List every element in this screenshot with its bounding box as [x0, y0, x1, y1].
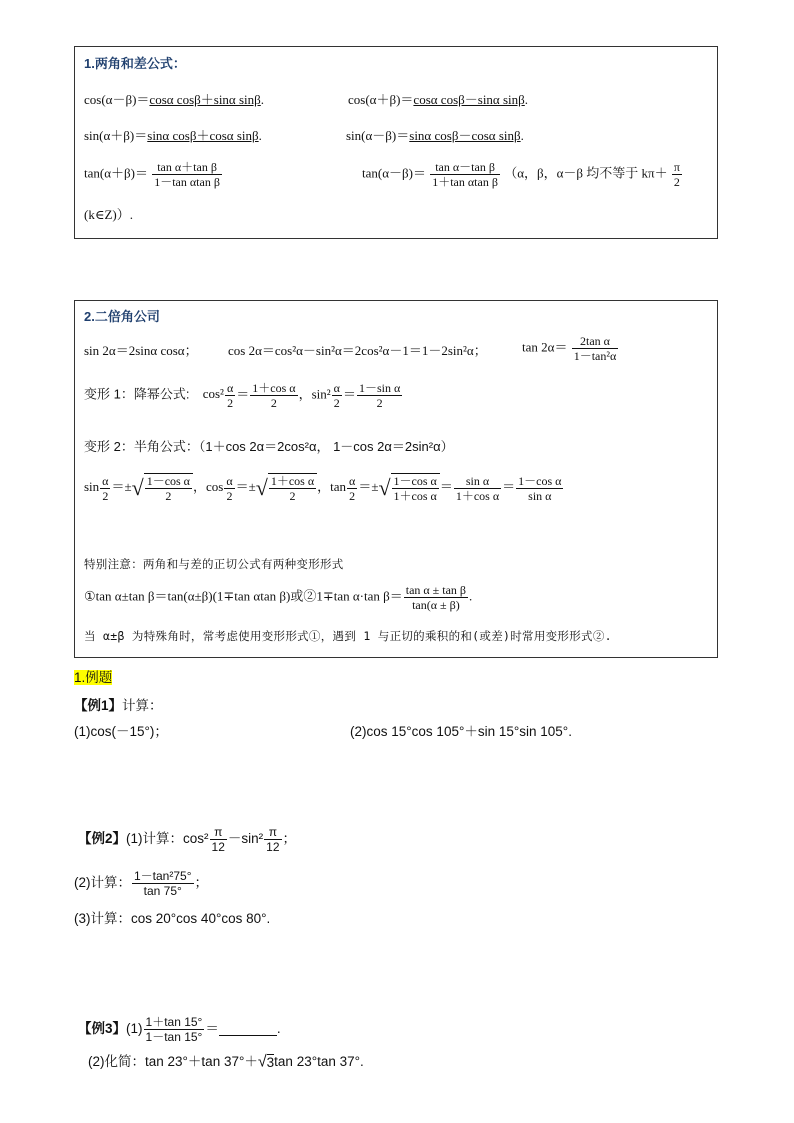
double-angle-formula-box [74, 300, 718, 658]
example-2-part-3: (3)计算：cos 20°cos 40°cos 80°. [74, 911, 271, 926]
tan-plus-fraction: $\frac{\text{tan α＋tan β}}{\text{1－tan αtan β}}$ [154, 160, 220, 189]
example-2-part-2: (2)计算： $\frac{\text{1－tan²75°}}{\tan 75^\circ}$ ； [74, 869, 208, 898]
tan-plus-formula: tan(α＋β)＝ $\frac{\text{tan α＋tan β}}{\text{1－tan αtan β}}$ [84, 160, 220, 189]
example-3-part-2: (2)化简：tan 23°＋tan 37°＋√3tan 23°tan 37°. [88, 1053, 364, 1071]
example-1-title: 【例1】计算： [74, 698, 163, 713]
example-3-part-1: 【例3】(1) $\frac{1+\tan 15^\circ}{1-\tan 15^\circ}$ ＝ . [78, 1015, 281, 1044]
box2-heading: 2.二倍角公司 [84, 309, 160, 324]
tan-double-angle: tan 2α＝ $\frac{\text{2tan α}}{\text{1－tan²α}}$ [522, 334, 617, 363]
half-angle-intro: 变形 2：半角公式：（1＋cos 2α＝2cos²α， 1－cos 2α＝2sin²α） [84, 439, 454, 454]
tan-minus-fraction: $\frac{\text{tan α－tan β}}{\text{1＋tan αtan β}}$ [432, 160, 498, 189]
sin-plus-formula: sin(α＋β)＝sinα cosβ＋cosα sinβ. [84, 128, 262, 143]
tan-condition-end: (k∈Z)）. [84, 207, 133, 222]
box1-heading: 1.两角和差公式： [84, 56, 186, 71]
example-1-part-1: (1)cos(－15°)； [74, 724, 168, 739]
tan-minus-formula: tan(α－β)＝ $\frac{\text{tan α－tan β}}{\text{1＋tan αtan β}}$ （α，β，α－β 均不等于 kπ＋ $\frac{\pi}{2}$ [362, 160, 680, 189]
power-reduction-formula: 变形 1：降幂公式: cos² $\frac{\alpha}{2}$ ＝ $\frac{\text{1＋cos α}}{2}$ ，sin² $\frac{\alpha}{2}$ ＝ $\frac{\text{1－sin α}}{2}$ [84, 381, 401, 410]
pi-over-two: $\frac{\pi}{2}$ [673, 160, 680, 189]
section-heading: 1.例题 [74, 670, 113, 685]
example-1-part-2: (2)cos 15°cos 105°＋sin 15°sin 105°. [350, 724, 572, 739]
cos-double-angle: cos 2α＝cos²α－sin²α＝2cos²α－1＝1－2sin²α； [228, 343, 487, 358]
example-2-part-1: 【例2】(1)计算：cos² $\frac{\pi}{12}$ －sin² $\frac{\pi}{12}$ ； [78, 825, 297, 854]
special-note: 特别注意：两角和与差的正切公式有两种变形形式 [84, 557, 344, 571]
half-angle-formulas: sin $\frac{\alpha}{2}$ ＝±√ $\frac{\text{1－cos α}}{2}$ ，cos $\frac{\alpha}{2}$ ＝±√ $\frac{\text{1＋cos α}}{2}$ ，tan $\frac{\alpha}{2}$ ＝±√ $\frac{\text{1－cos α}}{\text{1＋cos α}}$ ＝ $\frac{\text{sin α}}{\text{1＋cos α}}$ ＝ $\frac{\text{1－cos α}}{\text{sin α}}$ [84, 473, 562, 503]
sin-minus-formula: sin(α－β)＝sinα cosβ－cosα sinβ. [346, 128, 524, 143]
cos-plus-formula: cos(α＋β)＝cosα cosβ－sinα sinβ. [348, 92, 529, 107]
tan-variant-forms: ①tan α±tan β＝tan(α±β)(1∓tan αtan β)或②1∓tan α·tan β＝ $\frac{\text{tan α ± tan β}}{\tan(\alpha \pm \beta)}$ . [84, 583, 473, 612]
sum-difference-formula-box [74, 46, 718, 239]
sin-double-angle: sin 2α＝2sinα cosα； [84, 343, 198, 358]
usage-note: 当 α±β 为特殊角时，常考虑使用变形形式①，遇到 1 与正切的乘积的和(或差)时常用变形形式②. [84, 629, 612, 643]
cos-minus-formula: cos(α－β)＝cosα cosβ＋sinα sinβ. [84, 92, 265, 107]
answer-blank[interactable] [219, 1023, 277, 1036]
